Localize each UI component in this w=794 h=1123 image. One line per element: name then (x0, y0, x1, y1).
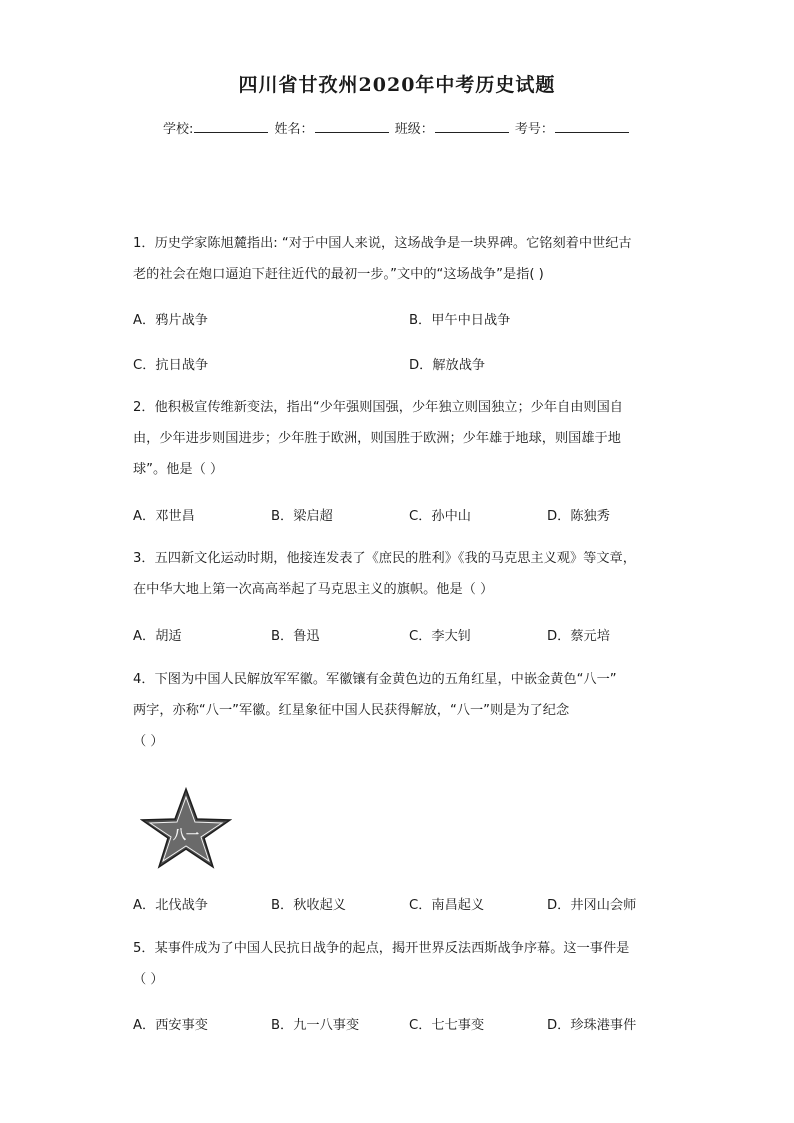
question-line: 4．下图为中国人民解放军军徽。军徽镶有金黄色边的五角红星，中嵌金黄色“八一” (133, 672, 617, 687)
question-line: 由，少年进步则国进步；少年胜于欧洲，则国胜于欧洲；少年雄于地球，则国雄于地 (133, 431, 621, 446)
question-line: 两字，亦称“八一”军徽。红星象征中国人民获得解放，“八一”则是为了纪念 (133, 703, 570, 718)
option-a[interactable]: A．西安事变 (133, 1018, 208, 1033)
school-label: 学校: (163, 122, 194, 137)
question-line: 3．五四新文化运动时期，他接连发表了《庶民的胜利》《我的马克思主义观》等文章， (133, 551, 636, 566)
option-b[interactable]: B．鲁迅 (271, 629, 320, 644)
option-d[interactable]: D．珍珠港事件 (547, 1018, 637, 1033)
question-line: （ ） (133, 972, 164, 987)
question-4 (133, 664, 673, 757)
option-c[interactable]: C．李大钊 (409, 629, 471, 644)
question-1 (133, 228, 673, 290)
question-3 (133, 543, 673, 605)
question-5 (133, 933, 673, 995)
option-b[interactable]: B．梁启超 (271, 509, 333, 524)
option-c[interactable]: C．南昌起义 (409, 898, 485, 913)
exam-number-blank[interactable] (555, 120, 629, 133)
question-2 (133, 392, 673, 485)
emblem-text: 八一 (172, 828, 200, 843)
option-b[interactable]: B．甲午中日战争 (409, 313, 511, 328)
pla-emblem-star-icon (140, 783, 232, 869)
question-line: 在中华大地上第一次高高举起了马克思主义的旗帜。他是（ ） (133, 582, 494, 597)
option-c[interactable]: C．孙中山 (409, 509, 471, 524)
question-line: 5．某事件成为了中国人民抗日战争的起点，揭开世界反法西斯战争序幕。这一事件是 (133, 941, 630, 956)
question-line: 1．历史学家陈旭麓指出: “对于中国人来说，这场战争是一块界碑。它铭刻着中世纪古 (133, 236, 632, 251)
option-a[interactable]: A．北伐战争 (133, 898, 208, 913)
question-line: 球”。他是（ ） (133, 462, 224, 477)
option-a[interactable]: A．鸦片战争 (133, 313, 208, 328)
exam-number-label: 考号： (514, 122, 554, 137)
school-blank[interactable] (194, 120, 268, 133)
question-line: （ ） (133, 734, 164, 749)
name-label: 姓名： (274, 122, 314, 137)
class-label: 班级： (394, 122, 434, 137)
question-line: 2．他积极宣传维新变法，指出“少年强则国强，少年独立则国独立；少年自由则国自 (133, 400, 623, 415)
option-b[interactable]: B．九一八事变 (271, 1018, 360, 1033)
option-b[interactable]: B．秋收起义 (271, 898, 346, 913)
option-d[interactable]: D．蔡元培 (547, 629, 610, 644)
page-title: 四川省甘孜州2020年中考历史试题 (238, 74, 556, 96)
class-blank[interactable] (435, 120, 509, 133)
name-blank[interactable] (315, 120, 389, 133)
option-d[interactable]: D．井冈山会师 (547, 898, 637, 913)
question-line: 老的社会在炮口逼迫下赶往近代的最初一步。”文中的“这场战争”是指( ) (133, 267, 544, 282)
option-a[interactable]: A．邓世昌 (133, 509, 195, 524)
option-a[interactable]: A．胡适 (133, 629, 182, 644)
option-c[interactable]: C．七七事变 (409, 1018, 485, 1033)
option-c[interactable]: C．抗日战争 (133, 358, 209, 373)
option-d[interactable]: D．解放战争 (409, 358, 486, 373)
student-info-row (163, 118, 631, 137)
option-d[interactable]: D．陈独秀 (547, 509, 610, 524)
